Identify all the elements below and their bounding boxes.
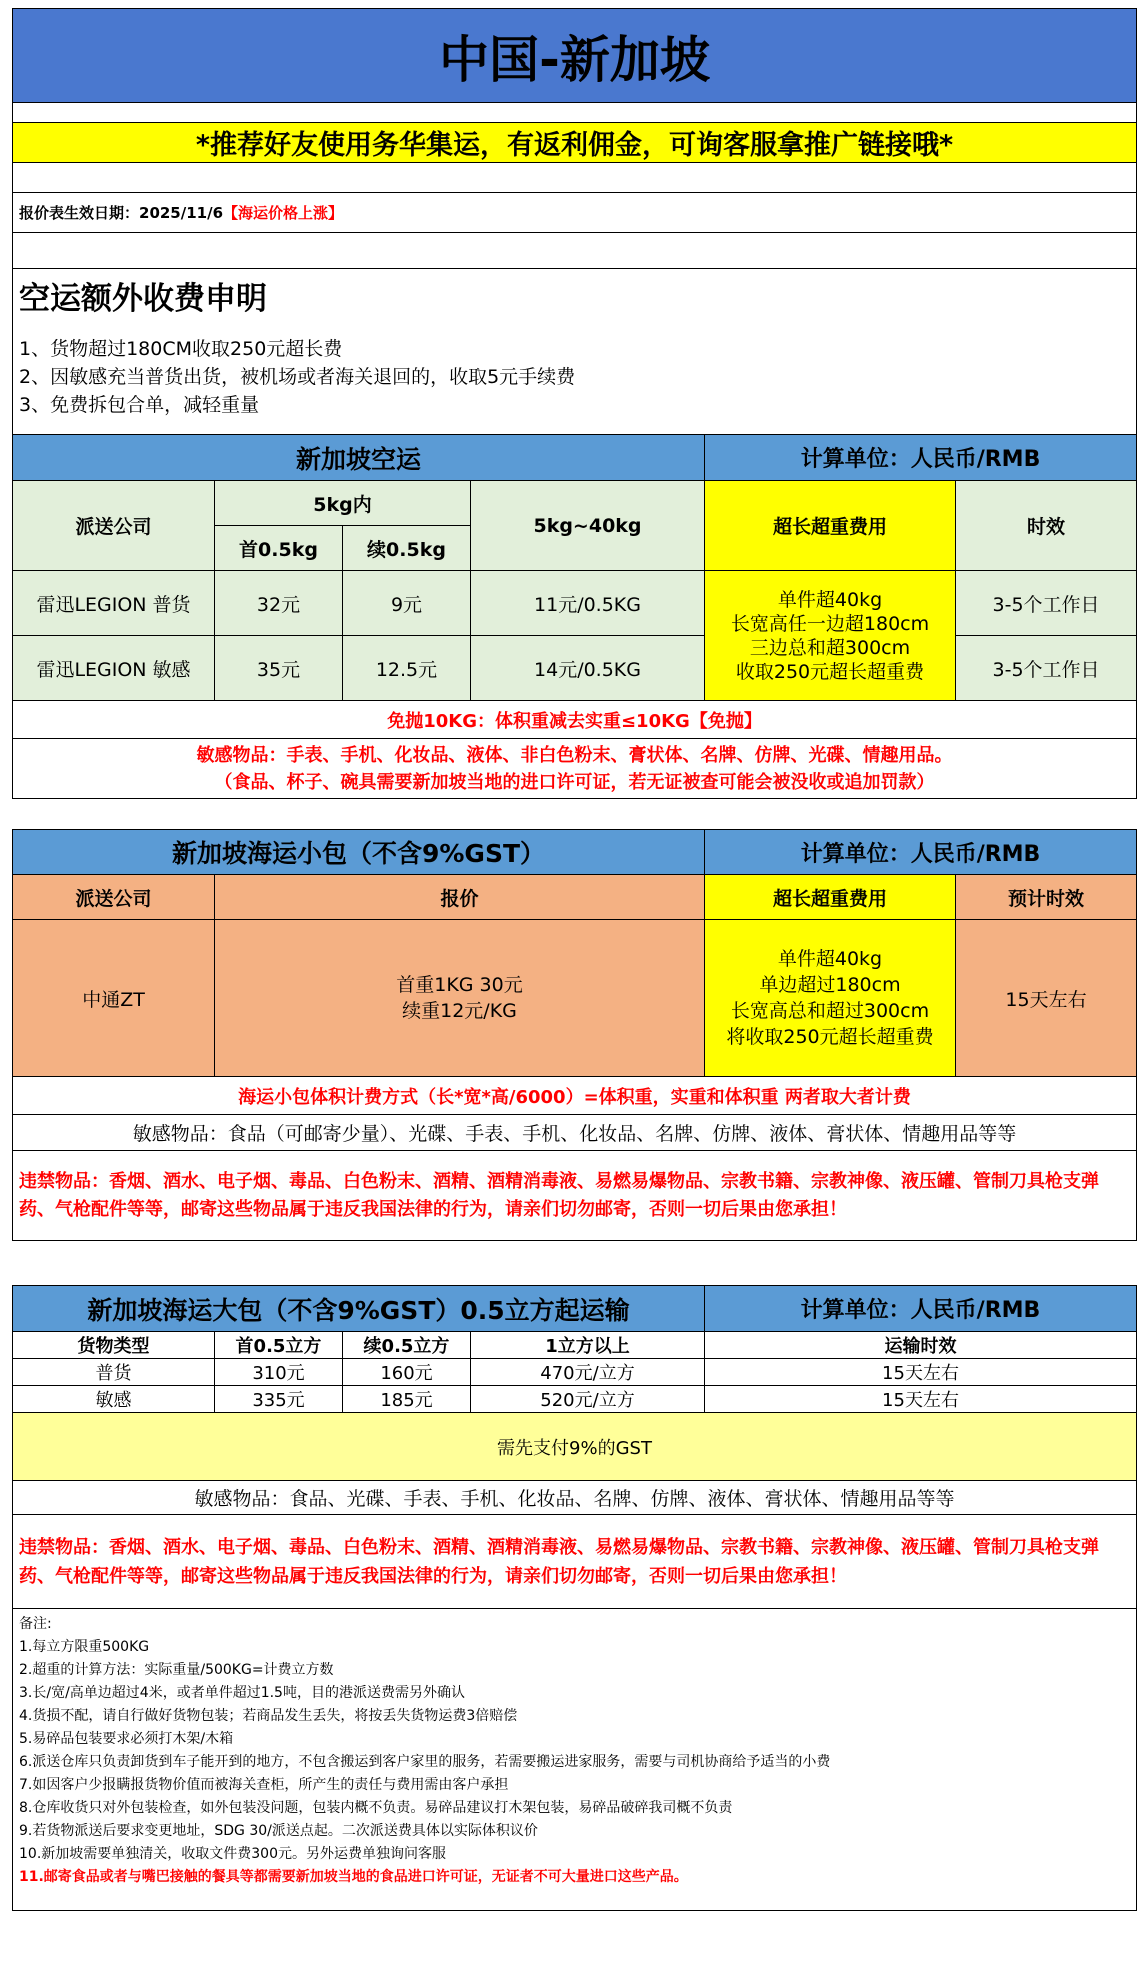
- cell-price: [215, 920, 705, 1077]
- cell-range: 14元/0.5KG: [471, 636, 705, 701]
- table-row: [13, 1386, 1137, 1413]
- remark-item: 3.长/宽/高单边超过4米，或者单件超过1.5吨，目的港派送费需另外确认: [19, 1685, 465, 1701]
- col-company: 派送公司: [13, 481, 215, 571]
- header-table: [12, 8, 1137, 435]
- price-line: 续重12元/KG: [402, 1000, 517, 1022]
- remark-item: 2.超重的计算方法：实际重量/500KG=计费立方数: [19, 1662, 334, 1678]
- oversize-fee: [705, 920, 956, 1077]
- spacer-row: [13, 233, 1137, 269]
- remark-item: 9.若货物派送后要求变更地址，SDG 30/派送点起。二次派送费具体以实际体积议价: [19, 1823, 538, 1839]
- table-row: [13, 1359, 1137, 1386]
- cell-above: 520元/立方: [471, 1386, 705, 1413]
- cell-cont: 12.5元: [343, 636, 471, 701]
- sea-large-unit: 计算单位：人民币/RMB: [705, 1286, 1137, 1332]
- air-notice-line: 1、货物超过180CM收取250元超长费: [19, 338, 343, 360]
- col-type: 货物类型: [13, 1332, 215, 1359]
- remarks-title: 备注:: [19, 1616, 52, 1632]
- col-time: 预计时效: [956, 875, 1137, 920]
- air-title: 新加坡空运: [13, 435, 705, 481]
- col-within5: 5kg内: [215, 481, 471, 526]
- col-cont: 续0.5立方: [343, 1332, 471, 1359]
- date-note: 【海运价格上涨】: [223, 204, 344, 222]
- col-oversize: 超长超重费用: [705, 875, 956, 920]
- volume-note: 海运小包体积计费方式（长*宽*高/6000）=体积重，实重和体积重 两者取大者计费: [13, 1077, 1137, 1115]
- cell-time: 3-5个工作日: [956, 636, 1137, 701]
- remarks: [13, 1609, 1137, 1911]
- col-above: 1立方以上: [471, 1332, 705, 1359]
- remark-item: 7.如因客户少报瞒报货物价值而被海关查柜，所产生的责任与费用需由客户承担: [19, 1777, 509, 1793]
- sensitive-note: 敏感物品：食品、光碟、手表、手机、化妆品、名牌、仿牌、液体、膏状体、情趣用品等等: [13, 1481, 1137, 1515]
- price-sheet: [12, 8, 1136, 1911]
- page-title: 中国-新加坡: [13, 9, 1137, 103]
- oversize-line: 单件超40kg: [777, 948, 883, 970]
- cell-cont: 160元: [343, 1359, 471, 1386]
- remark-item: 1.每立方限重500KG: [19, 1639, 150, 1655]
- price-line: 首重1KG 30元: [396, 974, 523, 996]
- sensitive-note: 敏感物品：食品（可邮寄少量）、光碟、手表、手机、化妆品、名牌、仿牌、液体、膏状体、情趣用品等等: [13, 1115, 1137, 1151]
- prohibited-note: 违禁物品：香烟、酒水、电子烟、毒品、白色粉末、酒精、酒精消毒液、易燃易爆物品、宗教书籍、宗教神像、液压罐、管制刀具枪支弹药、气枪配件等等，邮寄这些物品属于违反我国法律的行为，请亲们切勿邮寄，否则一切后果由您承担！: [13, 1515, 1137, 1609]
- remark-item: 4.货损不配，请自行做好货物包装；若商品发生丢失，将按丢失货物运费3倍赔偿: [19, 1708, 518, 1724]
- air-sensitive-notes: [13, 739, 1137, 799]
- remark-item-highlight: 11.邮寄食品或者与嘴巴接触的餐具等都需要新加坡当地的食品进口许可证，无证者不可大量进口这些产品。: [19, 1869, 688, 1885]
- cell-type: 普货: [13, 1359, 215, 1386]
- oversize-line: 长宽高总和超过300cm: [730, 1000, 930, 1022]
- air-unit: 计算单位：人民币/RMB: [705, 435, 1137, 481]
- cell-first: 335元: [215, 1386, 343, 1413]
- oversize-line: 单边超过180cm: [759, 974, 901, 996]
- cell-company: 雷迅LEGION 普货: [13, 571, 215, 636]
- sea-small-table: [12, 829, 1137, 1241]
- prohibited-note: 违禁物品：香烟、酒水、电子烟、毒品、白色粉末、酒精、酒精消毒液、易燃易爆物品、宗教书籍、宗教神像、液压罐、管制刀具枪支弹药、气枪配件等等，邮寄这些物品属于违反我国法律的行为，请亲们切勿邮寄，否则一切后果由您承担！: [13, 1151, 1137, 1241]
- sea-large-table: [12, 1285, 1137, 1911]
- col-cont: 续0.5kg: [343, 526, 471, 571]
- sea-large-title: 新加坡海运大包（不含9%GST）0.5立方起运输: [13, 1286, 705, 1332]
- free-volume-note: 免抛10KG：体积重减去实重≤10KG【免抛】: [13, 701, 1137, 739]
- date-label: 报价表生效日期：2025/11/6: [19, 204, 224, 222]
- oversize-line: 单件超40kg: [777, 588, 883, 611]
- cell-cont: 9元: [343, 571, 471, 636]
- col-range: 5kg~40kg: [471, 481, 705, 571]
- air-notice: [13, 269, 1137, 435]
- remark-item: 8.仓库收货只对外包装检查，如外包装没问题，包装内概不负责。易碎品建议打木架包装，易碎品破碎我司概不负责: [19, 1800, 733, 1816]
- cell-cont: 185元: [343, 1386, 471, 1413]
- cell-time: 15天左右: [705, 1386, 1137, 1413]
- sensitive-line: 敏感物品：手表、手机、化妆品、液体、非白色粉末、膏状体、名牌、仿牌、光碟、情趣用品。: [196, 744, 953, 766]
- sea-small-title: 新加坡海运小包（不含9%GST）: [13, 830, 705, 875]
- cell-first: 32元: [215, 571, 343, 636]
- gst-note: 需先支付9%的GST: [13, 1413, 1137, 1481]
- oversize-line: 将收取250元超长超重费: [726, 1026, 934, 1048]
- air-notice-title: 空运额外收费申明: [19, 281, 267, 317]
- spacer-row: [13, 163, 1137, 193]
- table-row: [13, 920, 1137, 1077]
- oversize-line: 三边总和超300cm: [749, 636, 911, 659]
- effective-date: [13, 193, 1137, 233]
- cell-company: 中通ZT: [13, 920, 215, 1077]
- oversize-line: 收取250元超长超重费: [735, 660, 925, 683]
- col-time: 运输时效: [705, 1332, 1137, 1359]
- sea-small-unit: 计算单位：人民币/RMB: [705, 830, 1137, 875]
- air-table: [12, 434, 1137, 799]
- air-notice-line: 2、因敏感充当普货出货，被机场或者海关退回的，收取5元手续费: [19, 366, 576, 388]
- col-first: 首0.5立方: [215, 1332, 343, 1359]
- cell-first: 310元: [215, 1359, 343, 1386]
- section-gap: [12, 799, 1136, 829]
- cell-time: 3-5个工作日: [956, 571, 1137, 636]
- sensitive-line: （食品、杯子、碗具需要新加坡当地的进口许可证，若无证被查可能会被没收或追加罚款）: [214, 771, 935, 793]
- col-oversize: 超长超重费用: [705, 481, 956, 571]
- oversize-fee: [705, 571, 956, 701]
- cell-company: 雷迅LEGION 敏感: [13, 636, 215, 701]
- col-time: 时效: [956, 481, 1137, 571]
- table-row: [13, 571, 1137, 636]
- promo-banner: *推荐好友使用务华集运，有返利佣金，可询客服拿推广链接哦*: [13, 123, 1137, 163]
- section-gap: [12, 1241, 1136, 1285]
- col-price: 报价: [215, 875, 705, 920]
- col-company: 派送公司: [13, 875, 215, 920]
- cell-time: 15天左右: [705, 1359, 1137, 1386]
- cell-time: 15天左右: [956, 920, 1137, 1077]
- col-first: 首0.5kg: [215, 526, 343, 571]
- cell-type: 敏感: [13, 1386, 215, 1413]
- remark-item: 5.易碎品包装要求必须打木架/木箱: [19, 1731, 234, 1747]
- cell-above: 470元/立方: [471, 1359, 705, 1386]
- remark-item: 6.派送仓库只负责卸货到车子能开到的地方，不包含搬运到客户家里的服务，若需要搬运进家服务，需要与司机协商给予适当的小费: [19, 1754, 831, 1770]
- spacer-row: [13, 103, 1137, 123]
- oversize-line: 长宽高任一边超180cm: [730, 612, 930, 635]
- remark-item: 10.新加坡需要单独清关，收取文件费300元。另外运费单独询问客服: [19, 1846, 446, 1862]
- cell-range: 11元/0.5KG: [471, 571, 705, 636]
- air-notice-line: 3、免费拆包合单，减轻重量: [19, 394, 260, 416]
- cell-first: 35元: [215, 636, 343, 701]
- table-row: [13, 636, 1137, 701]
